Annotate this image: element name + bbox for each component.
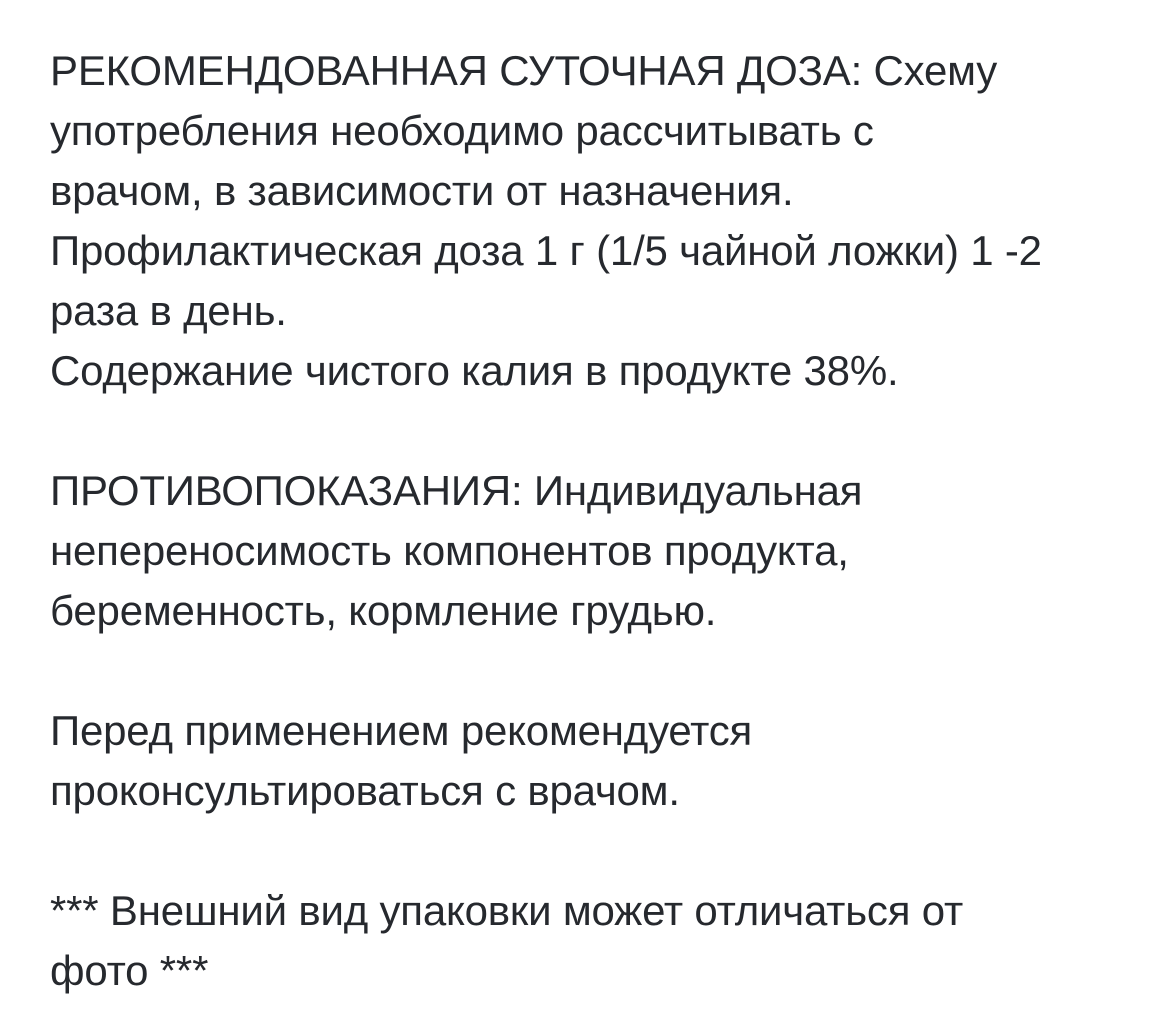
text-line: беременность, кормление грудью. xyxy=(50,587,717,634)
text-line: проконсультироваться с врачом. xyxy=(50,767,680,814)
text-line: непереносимость компонентов продукта, xyxy=(50,527,849,574)
text-line: РЕКОМЕНДОВАННАЯ СУТОЧНАЯ ДОЗА: Схему xyxy=(50,47,998,94)
text-line: врачом, в зависимости от назначения. xyxy=(50,167,794,214)
text-line: фото *** xyxy=(50,947,209,994)
text-line: Профилактическая доза 1 г (1/5 чайной ложки) 1 -2 xyxy=(50,227,1042,274)
paragraph-recommended-daily-dose xyxy=(50,41,1130,401)
text-line: *** Внешний вид упаковки может отличаться от xyxy=(50,887,963,934)
text-line: Перед применением рекомендуется xyxy=(50,707,753,754)
text-line: Содержание чистого калия в продукте 38%. xyxy=(50,347,899,394)
text-line: употребления необходимо рассчитывать с xyxy=(50,107,874,154)
paragraph-contraindications xyxy=(50,461,1130,641)
paragraph-packaging-note xyxy=(50,881,1130,1001)
text-line: раза в день. xyxy=(50,287,287,334)
paragraph-consultation-advice xyxy=(50,701,1130,821)
text-line: ПРОТИВОПОКАЗАНИЯ: Индивидуальная xyxy=(50,467,863,514)
